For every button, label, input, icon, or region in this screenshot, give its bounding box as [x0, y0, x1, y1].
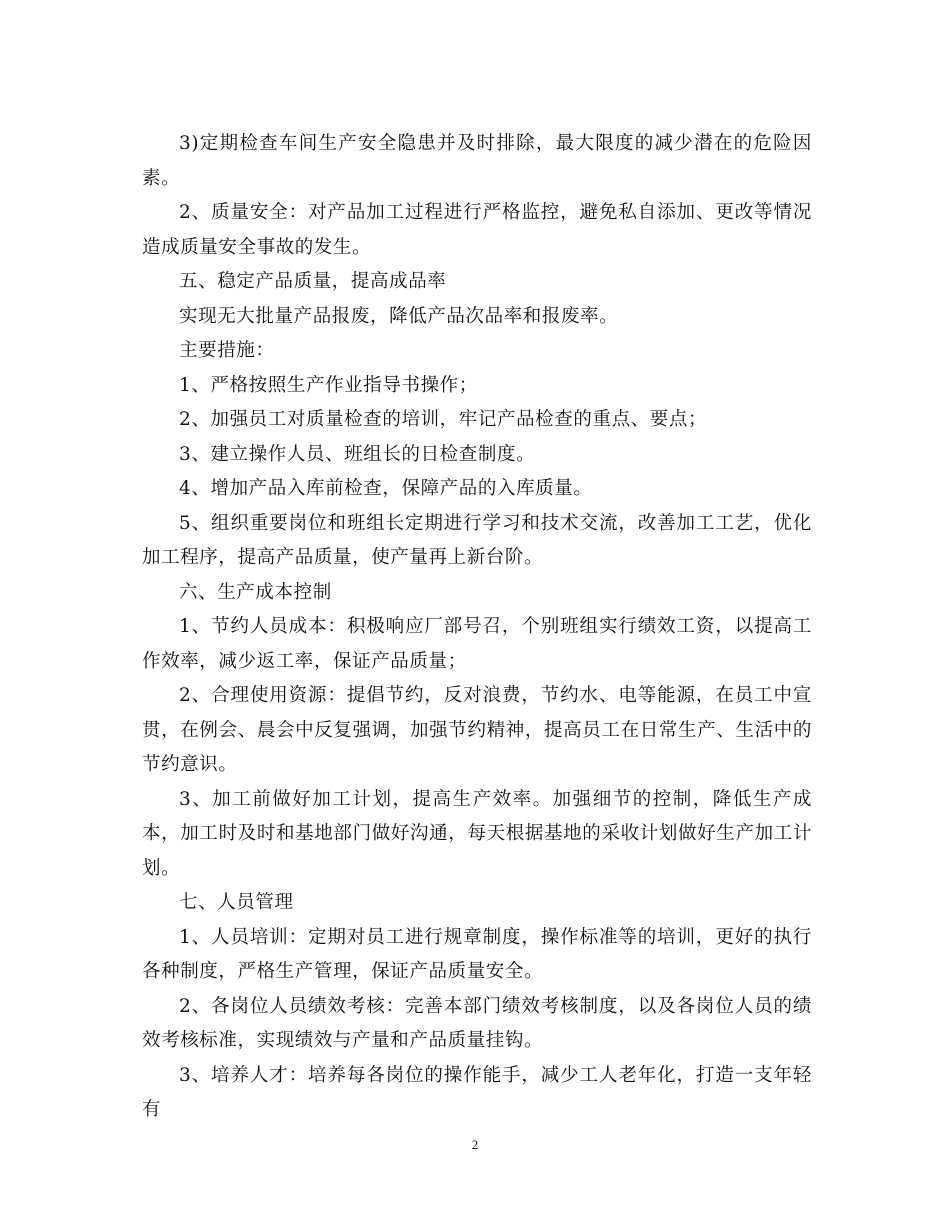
section-heading-personnel: 七、人员管理	[179, 892, 294, 913]
list-item-measure-2: 2、加强员工对质量检查的培训，牢记产品检查的重点、要点；	[179, 409, 708, 430]
section-heading-cost-control: 六、生产成本控制	[179, 581, 332, 603]
list-item-cost-1: 1、节约人员成本：积极响应厂部号召，个别班组实行绩效工资，以提高工作效率，减少返工率，保证产品质量；	[142, 616, 812, 672]
list-item-measure-5: 5、组织重要岗位和班组长定期进行学习和技术交流，改善加工工艺，优化加工程序，提高产品质量，使产量再上新台阶。	[142, 512, 812, 568]
page-number: 2	[471, 1137, 479, 1152]
list-item-measure-4: 4、增加产品入库前检查，保障产品的入库质量。	[179, 478, 593, 499]
list-item-cost-2: 2、合理使用资源：提倡节约，反对浪费，节约水、电等能源，在员工中宣贯，在例会、晨会中反复强调，加强节约精神，提高员工在日常生产、生活中的节约意识。	[142, 685, 812, 775]
list-item-cost-3: 3、加工前做好加工计划，提高生产效率。加强细节的控制，降低生产成本，加工时及时和基地部门做好沟通，每天根据基地的采收计划做好生产加工计划。	[142, 788, 812, 879]
list-item-personnel-2: 2、各岗位人员绩效考核：完善本部门绩效考核制度，以及各岗位人员的绩效考核标准，实现绩效与产量和产品质量挂钩。	[142, 995, 812, 1051]
list-item-measure-1: 1、严格按照生产作业指导书操作；	[179, 374, 478, 396]
paragraph-quality-safety: 2、质量安全：对产品加工过程进行严格监控，避免私自添加、更改等情况造成质量安全事故的发生。	[142, 202, 812, 258]
list-item-personnel-1: 1、人员培训：定期对员工进行规章制度，操作标准等的培训，更好的执行各种制度，严格生产管理，保证产品质量安全。	[142, 926, 812, 982]
document-body	[142, 127, 812, 1128]
paragraph-safety-hazard-check: 3)定期检查车间生产安全隐患并及时排除，最大限度的减少潜在的危险因素。	[142, 133, 812, 189]
list-item-personnel-3: 3、培养人才：培养每各岗位的操作能手，减少工人老年化，打造一支年轻有	[142, 1064, 812, 1120]
paragraph-quality-goal: 实现无大批量产品报废，降低产品次品率和报废率。	[179, 305, 619, 327]
paragraph-main-measures: 主要措施：	[179, 340, 275, 361]
section-heading-quality: 五、稳定产品质量，提高成品率	[179, 271, 447, 292]
list-item-measure-3: 3、建立操作人员、班组长的日检查制度。	[179, 443, 536, 465]
